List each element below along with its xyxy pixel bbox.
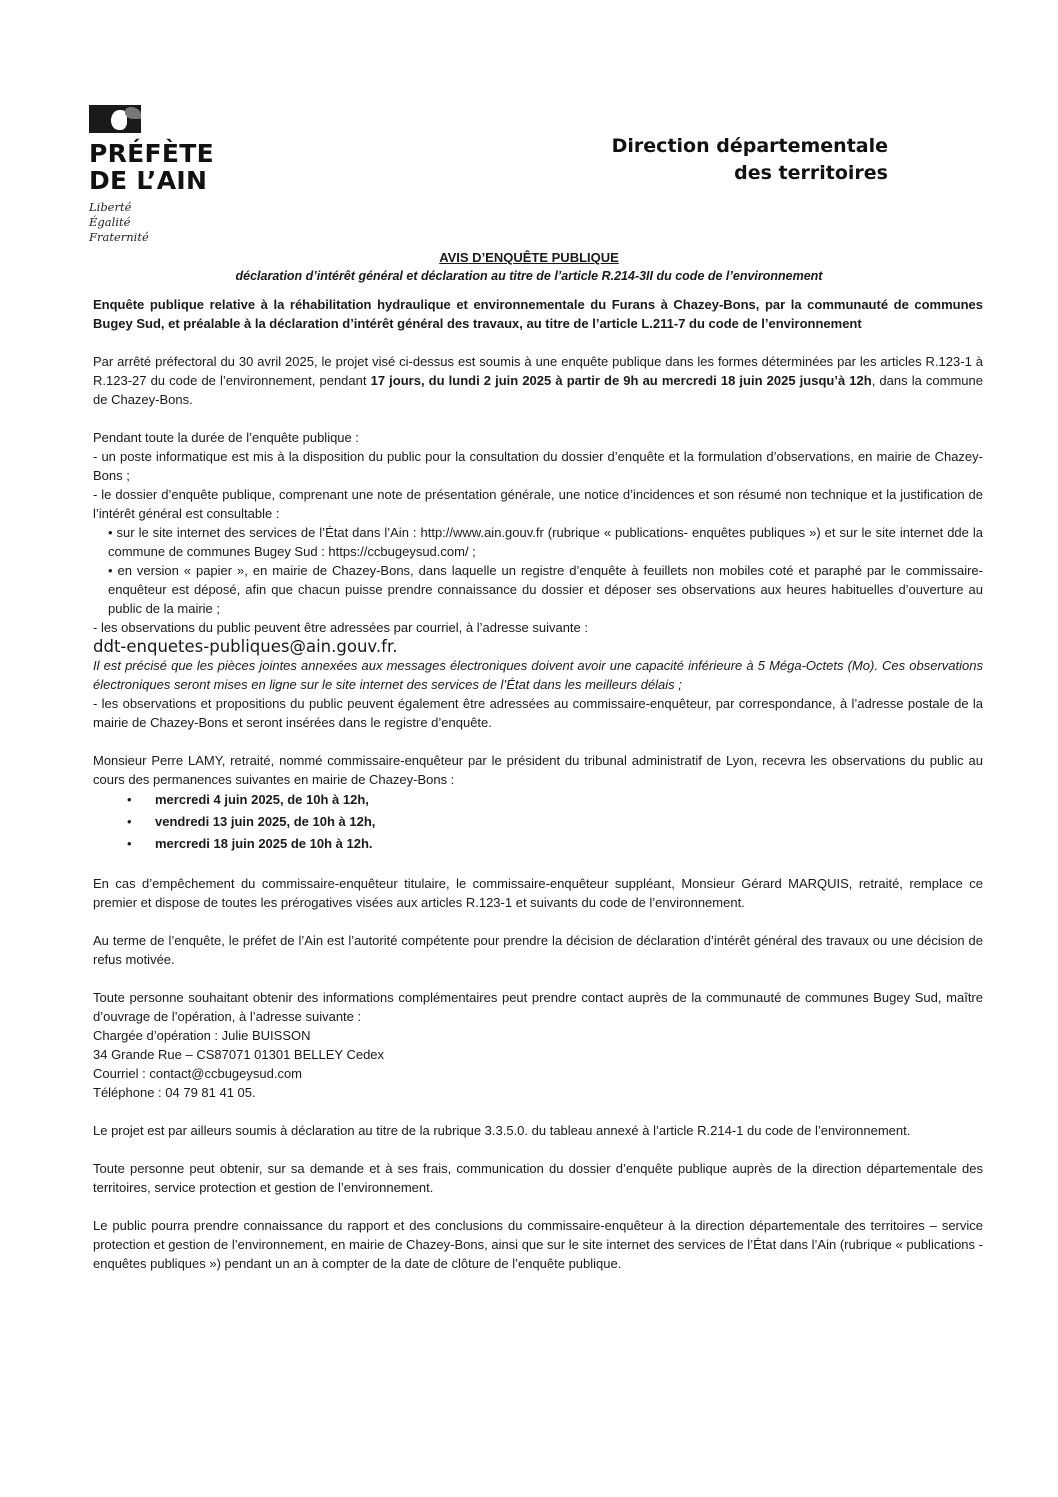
permanence-list — [93, 789, 983, 855]
permanence-date: • mercredi 18 juin 2025 de 10h à 12h. — [93, 833, 983, 855]
prefecture-logo — [89, 105, 219, 245]
commissaire-paragraph: Monsieur Perre LAMY, retraité, nommé commissaire-enquêteur par le président du tribunal administratif de Lyon, recevra les observations du public au cours des permanences suivantes en mairie de Chazey-Bons : — [93, 753, 983, 787]
arrete-text-end: , dans la commune de Chazey-Bons. — [93, 373, 983, 407]
terme-paragraph: Au terme de l’enquête, le préfet de l’Ain est l’autorité compétente pour prendre la décision de déclaration d’intérêt général des travaux ou une décision de refus motivée. — [93, 933, 983, 967]
contact-email-link[interactable]: ddt-enquetes-publiques@ain.gouv.fr. — [93, 637, 398, 656]
marianne-emblem-icon — [89, 105, 141, 133]
republic-motto — [89, 200, 219, 245]
during-item-email: - les observations du public peuvent être adressées par courriel, à l’adresse suivante : — [93, 620, 588, 635]
rapport-paragraph: Le public pourra prendre connaissance du rapport et des conclusions du commissaire-enquêteur à la direction départementale des territoires – service protection et gestion de l’environnement, en mairie de Chazey-Bons, ainsi que sur le site internet des services de l’État dans l’Ain (rubrique « publications - enquêtes publiques ») pendant un an à compter de la date de clôture de l’enquête publique. — [93, 1218, 983, 1271]
intro-paragraph: Enquête publique relative à la réhabilitation hydraulique et environnementale du Furans à Chazey-Bons, par la communauté de communes Bugey Sud, et préalable à la déclaration d’intérêt général des travaux, au titre de l’article L.211-7 du code de l’environnement — [93, 297, 983, 331]
motto-liberte: Liberté — [89, 200, 132, 214]
permanence-date: • vendredi 13 juin 2025, de 10h à 12h, — [93, 811, 983, 833]
contact-courriel: Courriel : contact@ccbugeysud.com — [93, 1066, 303, 1081]
arrete-paragraph — [93, 352, 983, 409]
empechement-paragraph: En cas d’empêchement du commissaire-enquêteur titulaire, le commissaire-enquêteur suppléant, Monsieur Gérard MARQUIS, retraité, remplace ce premier et dispose de toutes les prérogatives visées aux articles R.123-1 et suivants du code de l’environnement. — [93, 876, 983, 910]
contact-charge: Chargée d’opération : Julie BUISSON — [93, 1028, 311, 1043]
logo-name — [89, 140, 219, 194]
permanence-date: • mercredi 4 juin 2025, de 10h à 12h, — [93, 789, 983, 811]
direction-header — [612, 133, 888, 187]
arrete-text-start: Par arrêté préfectoral du 30 avril 2025, le projet visé ci-dessus est soumis à une enquête publique dans les formes déterminées par les articles R.123-1 à R.123-27 du code de l’environnement, pendant — [93, 354, 983, 388]
during-item-post: - les observations et propositions du public peuvent également être adressées au commissaire-enquêteur, par correspondance, à l’adresse postale de la mairie de Chazey-Bons et seront insérées dans le registre d’enquête. — [93, 696, 983, 730]
logo-name-line2: DE L’AIN — [89, 166, 208, 195]
page-title: AVIS D’ENQUÊTE PUBLIQUE — [439, 250, 619, 265]
page-subtitle: déclaration d’intérêt général et déclaration au titre de l’article R.214-3II du code de l’environnement — [235, 269, 823, 283]
contact-paragraph: Toute personne souhaitant obtenir des informations complémentaires peut prendre contact auprès de la communauté de communes Bugey Sud, maître d’ouvrage de l’opération, à l’adresse suivante : — [93, 990, 983, 1024]
during-item-computer: - un poste informatique est mis à la disposition du public pour la consultation du dossier d’enquête et la formulation d’observations, en mairie de Chazey-Bons ; — [93, 449, 983, 483]
during-sub-paper: • en version « papier », en mairie de Chazey-Bons, dans laquelle un registre d’enquête à feuillets non mobiles coté et paraphé par le commissaire-enquêteur est déposé, afin que chacun puisse prendre connaissance du dossier et déposer ses observations aux heures habituelles d’ouverture au public de la mairie ; — [108, 563, 983, 616]
motto-fraternite: Fraternité — [89, 230, 149, 244]
rubrique-paragraph: Le projet est par ailleurs soumis à déclaration au titre de la rubrique 3.3.5.0. du tableau annexé à l’article R.214-1 du code de l’environnement. — [93, 1123, 911, 1138]
arrete-dates: 17 jours, du lundi 2 juin 2025 à partir de 9h au mercredi 18 juin 2025 jusqu’à 12h — [370, 373, 872, 388]
direction-line2: des territoires — [734, 162, 888, 184]
contact-address: 34 Grande Rue – CS87071 01301 BELLEY Cedex — [93, 1047, 385, 1062]
during-lead: Pendant toute la durée de l’enquête publique : — [93, 430, 359, 445]
motto-egalite: Égalité — [89, 215, 131, 229]
during-item-dossier: - le dossier d’enquête publique, comprenant une note de présentation générale, une notice d’incidences et son résumé non technique et la justification de l’intérêt général est consultable : — [93, 487, 983, 521]
attachment-note: Il est précisé que les pièces jointes annexées aux messages électroniques doivent avoir une capacité inférieure à 5 Méga-Octets (Mo). Ces observations électroniques seront mises en ligne sur le site internet des services de l’État dans les meilleurs délais ; — [93, 658, 983, 692]
during-sub-internet: • sur le site internet des services de l’État dans l’Ain : http://www.ain.gouv.fr (rubrique « publications- enquêtes publiques ») et sur le site internet dde la commune de communes Bugey Sud : https://ccbugeysud.com/ ; — [108, 525, 983, 559]
notice-body — [93, 295, 983, 1273]
communication-paragraph: Toute personne peut obtenir, sur sa demande et à ses frais, communication du dossier d’enquête publique auprès de la direction départementale des territoires, service protection et gestion de l’environnement. — [93, 1161, 983, 1195]
contact-telephone: Téléphone : 04 79 81 41 05. — [93, 1085, 256, 1100]
direction-line1: Direction départementale — [611, 135, 888, 157]
logo-name-line1: PRÉFÈTE — [89, 139, 215, 168]
